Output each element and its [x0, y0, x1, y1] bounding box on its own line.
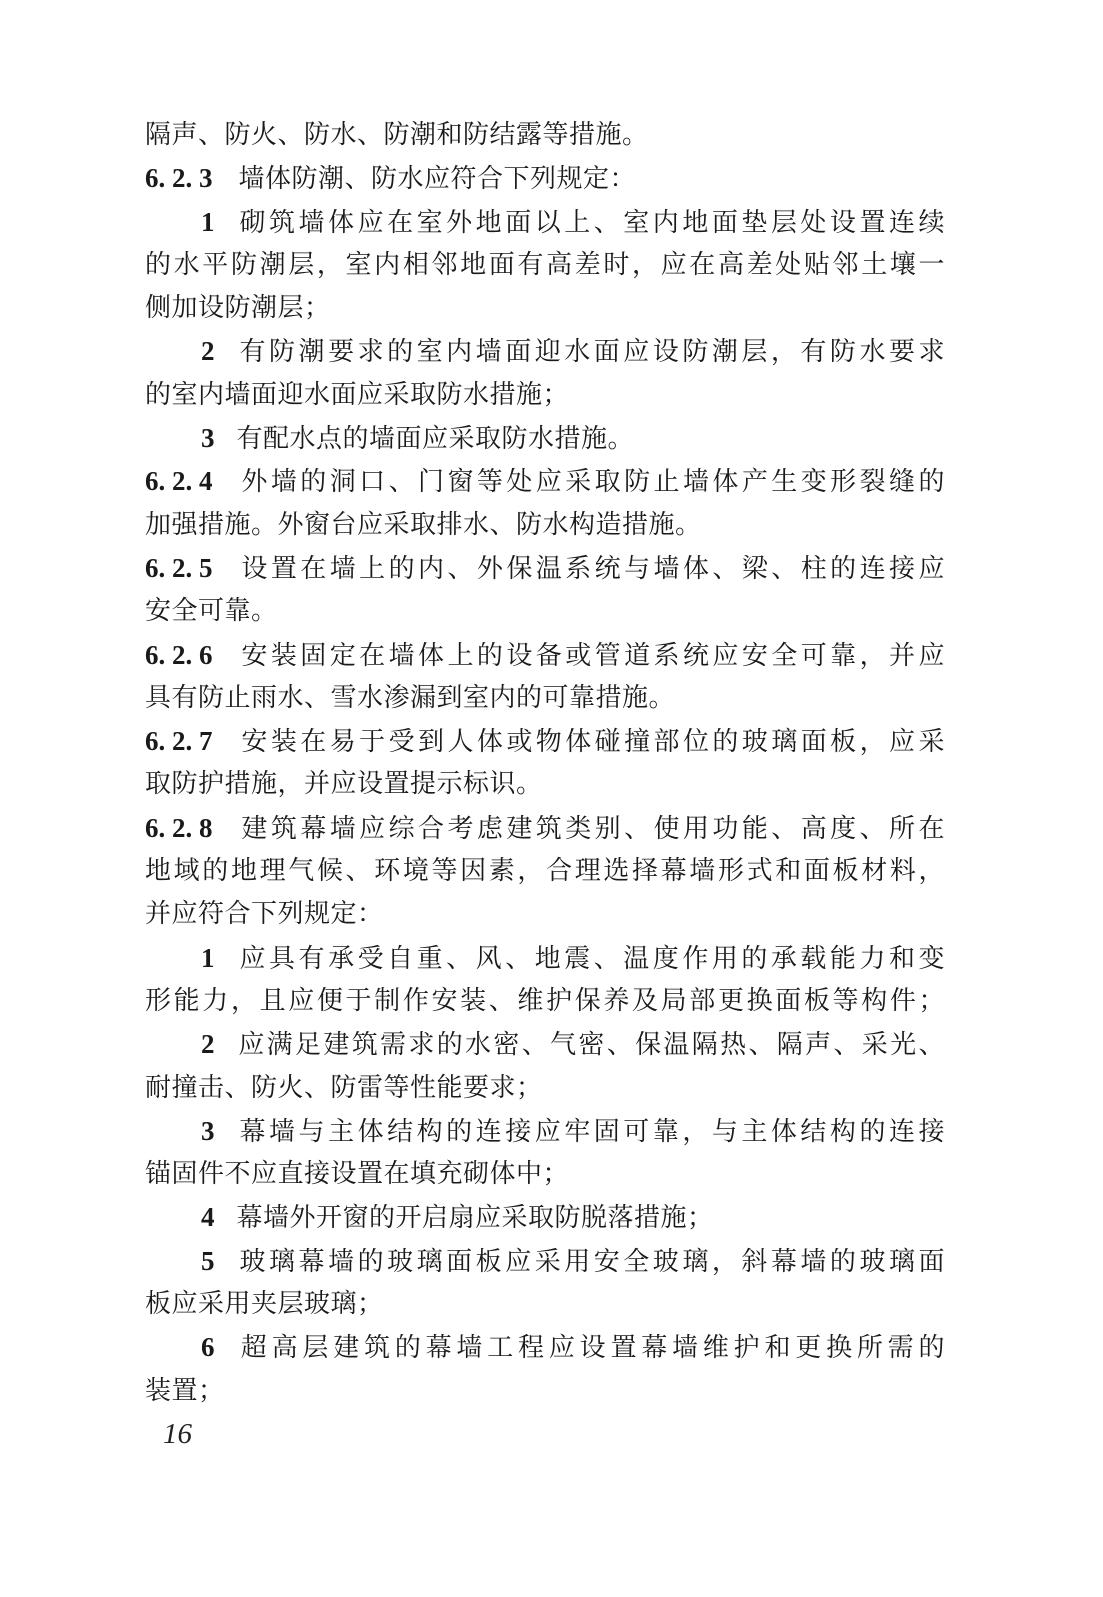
clause-line [145, 547, 945, 590]
line-text: 幕墙外开窗的开启扇应采取防脱落措施； [236, 1203, 714, 1234]
line-text: 的水平防潮层，室内相邻地面有高差时，应在高差处贴邻土壤一 [145, 249, 945, 280]
list-item-line [145, 417, 945, 460]
item-number: 3 [201, 1115, 215, 1146]
page-number: 16 [163, 1418, 192, 1450]
text-line [145, 590, 945, 633]
text-line [145, 677, 945, 720]
text-line [145, 850, 945, 893]
line-text: 应具有承受自重、风、地震、温度作用的承载能力和变 [236, 943, 945, 974]
line-text: 建筑幕墙应综合考虑建筑类别、使用功能、高度、所在 [238, 813, 945, 844]
line-text: 外墙的洞口、门窗等处应采取防止墙体产生变形裂缝的 [238, 467, 945, 498]
item-number: 6 [201, 1332, 215, 1363]
text-line [145, 980, 945, 1023]
line-text: 耐撞击、防火、防雷等性能要求； [145, 1072, 543, 1103]
clause-line [145, 634, 945, 677]
text-line [145, 504, 945, 547]
line-text: 锚固件不应直接设置在填充砌体中； [145, 1159, 570, 1190]
line-text: 地域的地理气候、环境等因素，合理选择幕墙形式和面板材料， [145, 856, 945, 887]
item-number: 2 [201, 1029, 215, 1060]
list-item-line [145, 937, 945, 980]
text-line [145, 763, 945, 806]
clause-line [145, 460, 945, 503]
line-text: 应满足建筑需求的水密、气密、保温隔热、隔声、采光、 [236, 1030, 945, 1061]
clause-line [145, 720, 945, 763]
text-line [145, 1283, 945, 1326]
text-line [145, 1153, 945, 1196]
clause-number: 6. 2. 6 [145, 639, 213, 670]
item-number: 1 [201, 206, 215, 237]
text-line [145, 1067, 945, 1110]
item-number: 3 [201, 423, 215, 454]
line-text: 玻璃幕墙的玻璃面板应采用安全玻璃，斜幕墙的玻璃面 [236, 1246, 945, 1277]
line-text: 超高层建筑的幕墙工程应设置幕墙维护和更换所需的 [236, 1333, 945, 1364]
item-number: 1 [201, 942, 215, 973]
text-line [145, 893, 945, 936]
item-number: 2 [201, 336, 215, 367]
line-text: 取防护措施，并应设置提示标识。 [145, 769, 543, 800]
line-text: 有配水点的墙面应采取防水措施。 [236, 424, 635, 455]
line-text: 隔声、防火、防水、防潮和防结露等措施。 [145, 120, 649, 150]
clause-number: 6. 2. 4 [145, 466, 213, 497]
clause-number: 6. 2. 8 [145, 812, 213, 843]
text-line [145, 244, 945, 287]
text-line [145, 114, 945, 157]
line-text: 装置； [145, 1375, 225, 1406]
line-text: 的室内墙面迎水面应采取防水措施； [145, 379, 570, 410]
body-text [145, 114, 945, 1413]
line-text: 安装固定在墙体上的设备或管道系统应安全可靠，并应 [238, 640, 945, 671]
line-text: 形能力，且应便于制作安装、维护保养及局部更换面板等构件； [145, 985, 945, 1016]
clause-number: 6. 2. 3 [145, 163, 213, 194]
list-item-line [145, 1240, 945, 1283]
line-text: 并应符合下列规定： [145, 899, 384, 930]
line-text: 安装在易于受到人体或物体碰撞部位的玻璃面板，应采 [238, 727, 945, 758]
list-item-line [145, 330, 945, 373]
line-text: 有防潮要求的室内墙面迎水面应设防潮层，有防水要求 [236, 337, 945, 368]
clause-line [145, 807, 945, 850]
line-text: 侧加设防潮层； [145, 293, 331, 324]
clause-number: 6. 2. 7 [145, 726, 213, 757]
line-text: 具有防止雨水、雪水渗漏到室内的可靠措施。 [145, 682, 676, 713]
line-text: 板应采用夹层玻璃； [145, 1289, 384, 1320]
text-line [145, 1370, 945, 1413]
line-text: 砌筑墙体应在室外地面以上、室内地面垫层处设置连续 [236, 207, 945, 238]
text-line [145, 374, 945, 417]
item-number: 4 [201, 1202, 215, 1233]
line-text: 设置在墙上的内、外保温系统与墙体、梁、柱的连接应 [238, 553, 945, 584]
line-text: 加强措施。外窗台应采取排水、防水构造措施。 [145, 509, 702, 540]
line-text: 安全可靠。 [145, 596, 278, 627]
list-item-line [145, 1110, 945, 1153]
list-item-line [145, 1023, 945, 1066]
line-text: 幕墙与主体结构的连接应牢固可靠，与主体结构的连接 [236, 1116, 945, 1147]
text-line [145, 287, 945, 330]
clause-line [145, 157, 945, 200]
list-item-line [145, 1196, 945, 1239]
list-item-line [145, 201, 945, 244]
line-text: 墙体防潮、防水应符合下列规定： [238, 164, 637, 195]
list-item-line [145, 1326, 945, 1369]
item-number: 5 [201, 1245, 215, 1276]
clause-number: 6. 2. 5 [145, 552, 213, 583]
